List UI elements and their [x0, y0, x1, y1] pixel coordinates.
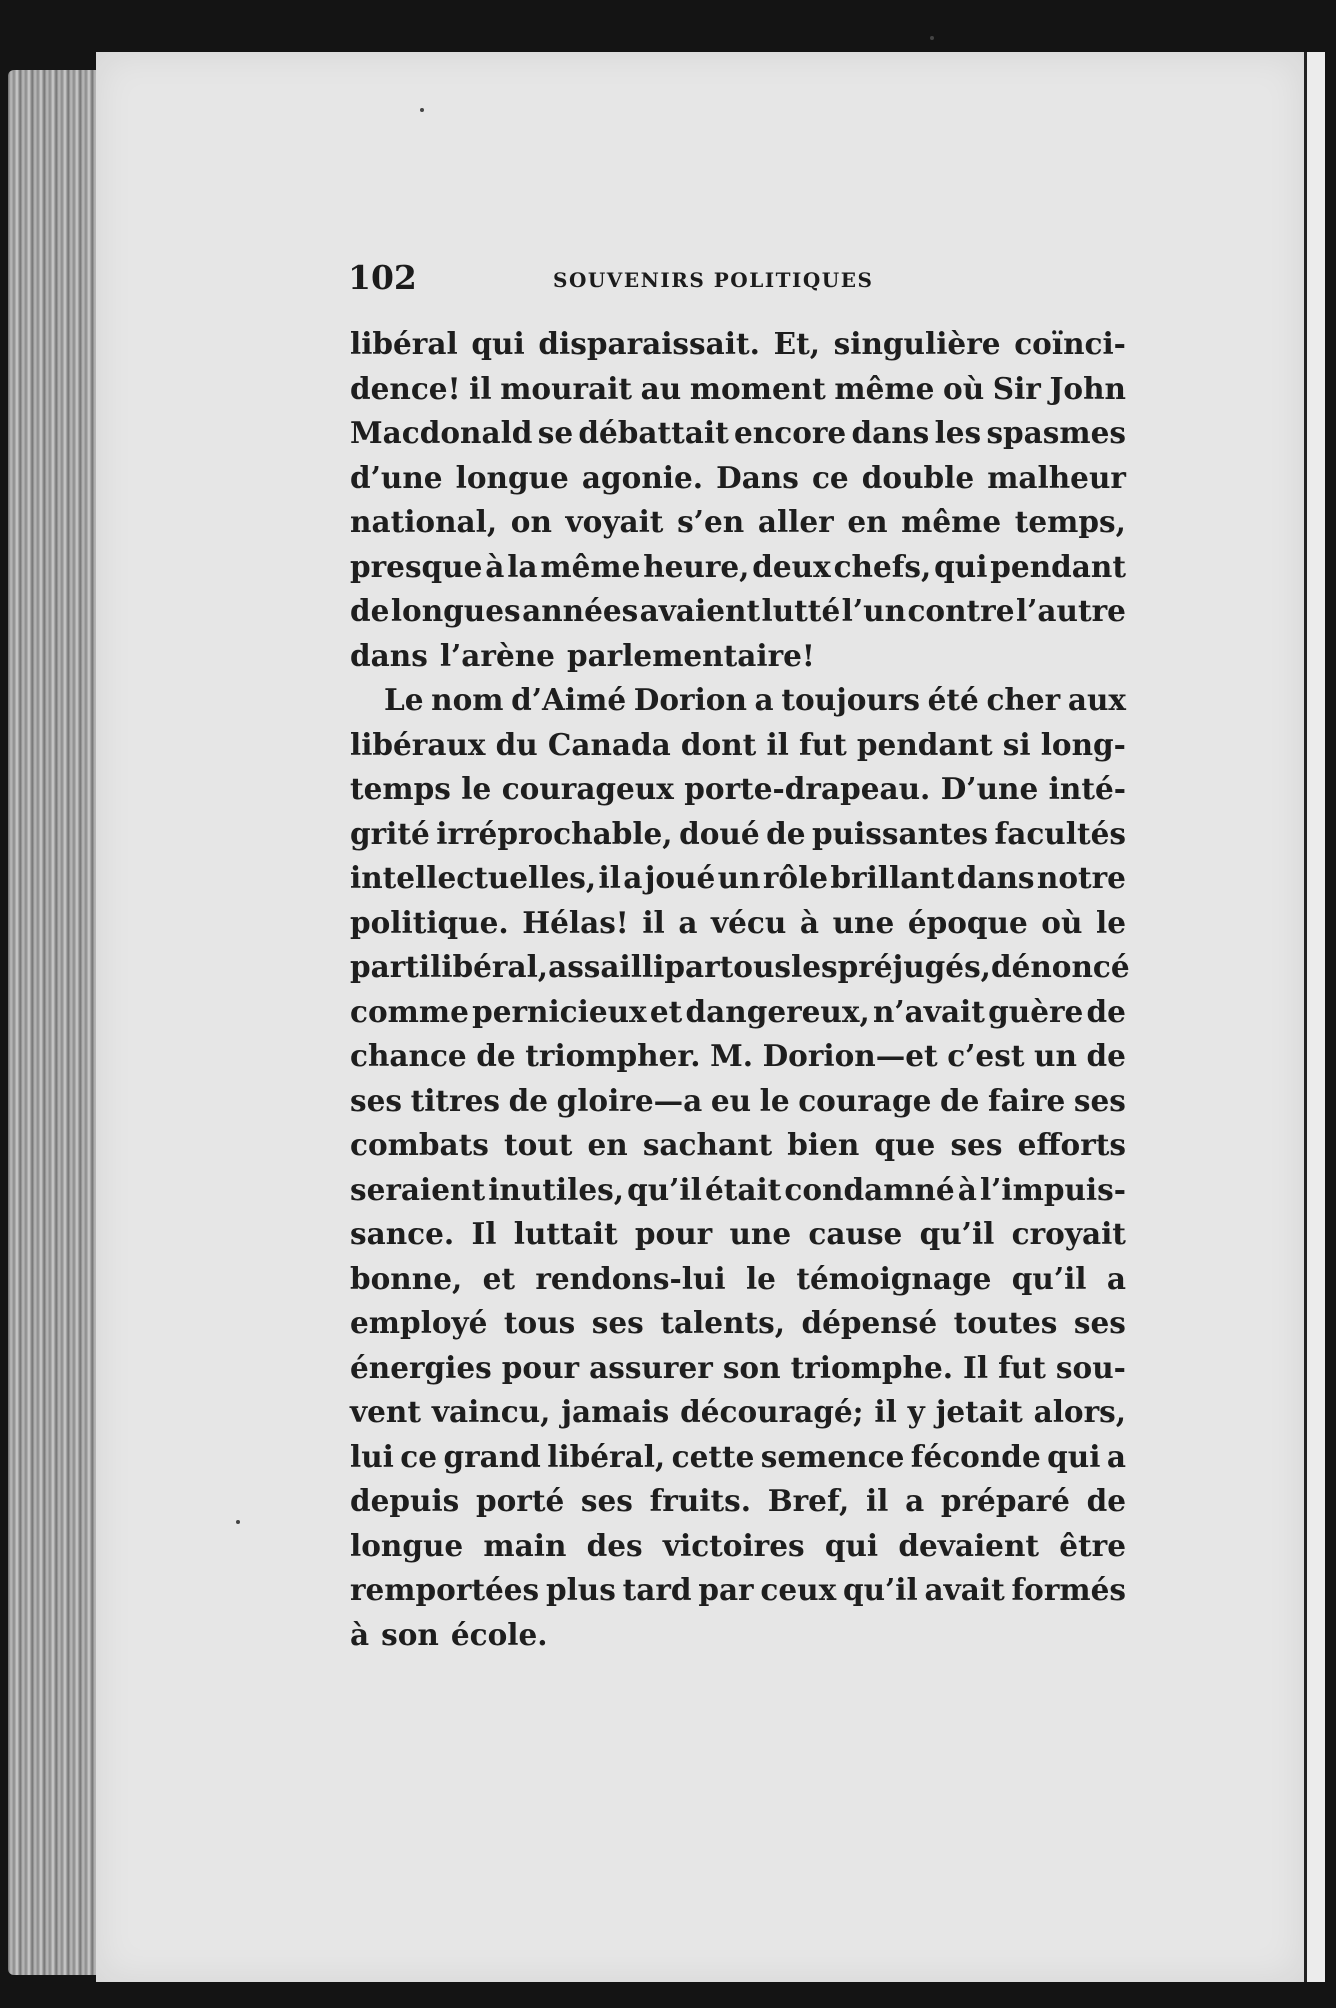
- text-line: combats tout en sachant bien que ses efforts: [350, 1127, 1126, 1162]
- text-line: employé tous ses talents, dépensé toutes ses: [350, 1305, 1126, 1340]
- running-title: SOUVENIRS POLITIQUES: [553, 268, 874, 292]
- facing-page-edge: [1304, 52, 1325, 1982]
- text-line: politique. Hélas! il a vécu à une époque où le: [350, 904, 1126, 940]
- text-line: grité irréprochable, doué de puissantes facultés: [350, 815, 1126, 851]
- text-line: libéraux du Canada dont il fut pendant si long-: [350, 726, 1126, 762]
- text-line: vent vaincu, jamais découragé; il y jetait alors,: [350, 1394, 1126, 1429]
- paper-speck: [236, 1520, 240, 1524]
- text-line: ses titres de gloire—a eu le courage de faire ses: [350, 1082, 1126, 1118]
- text-line: lui ce grand libéral, cette semence féconde qui a: [350, 1438, 1126, 1474]
- text-line: national, on voyait s’en aller en même temps,: [350, 504, 1126, 539]
- text-line: parti libéral, assailli par tous les préjugés, dénoncé: [350, 949, 1130, 984]
- text-line: de longues années avaient lutté l’un contre l’autre: [350, 593, 1126, 628]
- text-line: intellectuelles, il a joué un rôle brillant dans notre: [350, 860, 1126, 895]
- paper-speck: [930, 36, 934, 40]
- paper-speck: [420, 108, 424, 112]
- book-page-edges: [8, 70, 98, 1975]
- text-line: bonne, et rendons-lui le témoignage qu’il a: [350, 1260, 1126, 1296]
- text-line: depuis porté ses fruits. Bref, il a préparé de: [350, 1483, 1126, 1518]
- text-line: Le nom d’Aimé Dorion a toujours été cher aux: [384, 682, 1126, 717]
- text-line: chance de triompher. M. Dorion—et c’est un de: [350, 1038, 1126, 1073]
- text-line: presque à la même heure, deux chefs, qui pendant: [350, 548, 1126, 584]
- text-line: à son école.: [350, 1616, 548, 1652]
- text-line: seraient inutiles, qu’il était condamné à l’impuis-: [350, 1171, 1126, 1207]
- body-text: [350, 322, 1130, 1657]
- text-line: comme pernicieux et dangereux, n’avait guère de: [350, 993, 1126, 1029]
- text-line: énergies pour assurer son triomphe. Il fut sou-: [350, 1349, 1126, 1385]
- text-line: longue main des victoires qui devaient être: [350, 1527, 1126, 1563]
- text-line: libéral qui disparaissait. Et, singulière coïnci-: [350, 326, 1126, 361]
- page-header: [348, 258, 1128, 298]
- text-line: remportées plus tard par ceux qu’il avait formés: [350, 1572, 1126, 1607]
- text-line: Macdonald se débattait encore dans les spasmes: [350, 415, 1126, 450]
- text-line: sance. Il luttait pour une cause qu’il croyait: [350, 1216, 1126, 1251]
- text-line: dence! il mourait au moment même où Sir John: [350, 370, 1126, 406]
- page-number: 102: [348, 258, 417, 297]
- text-line: d’une longue agonie. Dans ce double malheur: [350, 459, 1126, 495]
- text-line: dans l’arène parlementaire!: [350, 637, 815, 673]
- text-line: temps le courageux porte-drapeau. D’une inté-: [350, 771, 1126, 806]
